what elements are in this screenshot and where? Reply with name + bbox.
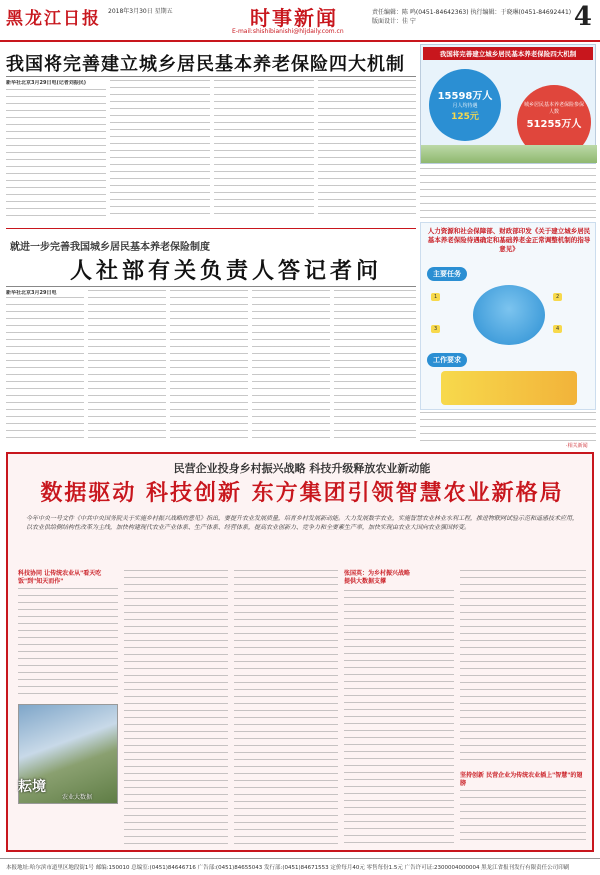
stat1-amount: 125元 — [451, 112, 479, 122]
section-email: E-mail:shishibianishi@hljdaily.com.cn — [232, 28, 344, 35]
requirements-illustration — [441, 371, 577, 405]
section-title: 时事新闻 — [250, 6, 338, 30]
article2-col4 — [252, 290, 330, 442]
stat2-value: 51255万人 — [526, 119, 582, 130]
policy-infographic — [420, 222, 596, 410]
hand-illustration — [473, 285, 545, 345]
feature-text-col1 — [18, 588, 118, 700]
article2-text-col4 — [252, 290, 330, 442]
work-requirements-label: 工作要求 — [427, 353, 467, 367]
article2-col3 — [170, 290, 248, 442]
feature-col1-head: 科技协同 让传统农业从"看天吃饭"到"知天而作" — [18, 570, 102, 585]
task-tag-4: 4 — [553, 325, 562, 333]
feature-text-col3 — [234, 570, 338, 844]
stat1-label: 月人均待遇 — [452, 103, 478, 109]
graphic1-notes-text — [420, 168, 596, 220]
article1-headline: 我国将完善建立城乡居民基本养老保险四大机制 — [6, 54, 405, 75]
masthead — [0, 0, 600, 42]
article1-col1 — [6, 80, 106, 220]
newspaper-logo: 黑龙江日报 — [6, 9, 101, 29]
graphic2-notes-text — [420, 412, 596, 442]
article1-text-col4 — [318, 80, 416, 220]
feature-col2 — [124, 570, 228, 844]
task-tag-2: 2 — [553, 293, 562, 301]
stat1-value: 15598万人 — [437, 91, 493, 102]
grass-decoration — [421, 145, 597, 163]
article2-text-col5 — [334, 290, 416, 442]
article2-text-col1 — [6, 297, 84, 441]
feature-text-col4 — [344, 590, 454, 844]
article1-col4 — [318, 80, 416, 220]
feature-col5 — [460, 570, 586, 766]
page-number: 4 — [573, 2, 592, 32]
designer-line: 版面设计：佳 宁 — [372, 18, 416, 25]
article1-byline: 新华社北京3月29日电(记者刘振民) — [6, 80, 87, 86]
article1-col3 — [214, 80, 314, 220]
page-footer: 本报地址:哈尔滨市道里区地段街1号 邮编:150010 总编室:(0451)84646716 广告部:(0451)84655043 发行部:(0451)84671553 定价每月40元 零售每份1.5元 广告许可证:2300004000004 黑龙江省报刊发行有限责任公司印刷 — [0, 858, 600, 875]
divider — [6, 228, 416, 229]
divider — [6, 76, 416, 77]
feature-col1 — [18, 588, 118, 700]
article2-kicker: 就进一步完善我国城乡居民基本养老保险制度 — [10, 242, 210, 253]
feature-col3 — [234, 570, 338, 844]
related-news-label: ·相关新闻 — [566, 443, 588, 449]
feature-col5b — [460, 790, 586, 844]
editor-credits — [372, 8, 572, 26]
feature-kicker: 民营企业投身乡村振兴战略 科技升级释放农业新动能 — [173, 462, 431, 475]
graphic2-notes — [420, 412, 596, 442]
task-tag-3: 3 — [431, 325, 440, 333]
stat2-label: 城乡居民基本养老保险参保人数 — [523, 102, 584, 115]
feature-headline: 数据驱动 科技创新 东方集团引领智慧农业新格局 — [40, 480, 564, 506]
pension-infographic — [420, 44, 596, 164]
article1-text-col1 — [6, 89, 106, 219]
article1-text-col2 — [110, 80, 210, 220]
stat1-bubble — [429, 69, 501, 141]
editor-line: 责任编辑：陈 鸣(0451-84642363) 执行编辑：于晓琳(0451-84692441) — [372, 9, 572, 16]
photo-subtitle: 农业大数据 — [62, 794, 93, 801]
policy-infographic-title: 人力资源和社会保障部、财政部印发《关于建立城乡居民基本养老保险待遇确定和基础养老金正常调整机制的指导意见》 — [427, 227, 591, 253]
photo-title: 耘境 — [18, 779, 46, 795]
infographic-title: 我国将完善建立城乡居民基本养老保险四大机制 — [423, 47, 593, 60]
article2-col2 — [88, 290, 166, 442]
feature-col4 — [344, 590, 454, 844]
article2-text-col2 — [88, 290, 166, 442]
issue-date: 2018年3月30日 星期五 — [108, 8, 173, 15]
article1-text-col3 — [214, 80, 314, 220]
feature-text-col5b — [460, 790, 586, 844]
divider — [6, 286, 416, 287]
feature-col4-head: 张国英：为乡村振兴战略提供大数据支撑 — [344, 570, 411, 585]
feature-lead: 今年中央一号文件《中共中央国务院关于实施乡村振兴战略的意见》指出，要提升农业发展质量，培育乡村发展新动能。大力发展数字农业，实施智慧农业林业水利工程，推进物联网试验示范和遥感技术应用，以农业供给侧结构性改革为主线，加快构建现代农业产业体系、生产体系、经营体系，提高农业创新力、竞争力和全要素生产率，加快实现由农业大国向农业强国转变。 — [26, 515, 579, 531]
article2-text-col3 — [170, 290, 248, 442]
article2-byline: 新华社北京3月29日电 — [6, 290, 57, 296]
article2-col1 — [6, 290, 84, 442]
article2-col5 — [334, 290, 416, 442]
article2-headline: 人社部有关负责人答记者问 — [70, 258, 383, 284]
task-tag-1: 1 — [431, 293, 440, 301]
feature-col5-head: 坚持创新 民营企业为传统农业插上"智慧"的翅膀 — [460, 772, 583, 787]
main-tasks-label: 主要任务 — [427, 267, 467, 281]
feature-text-col5 — [460, 570, 586, 766]
article1-col2 — [110, 80, 210, 220]
feature-section — [6, 452, 594, 852]
feature-text-col2 — [124, 570, 228, 844]
graphic1-notes — [420, 168, 596, 220]
